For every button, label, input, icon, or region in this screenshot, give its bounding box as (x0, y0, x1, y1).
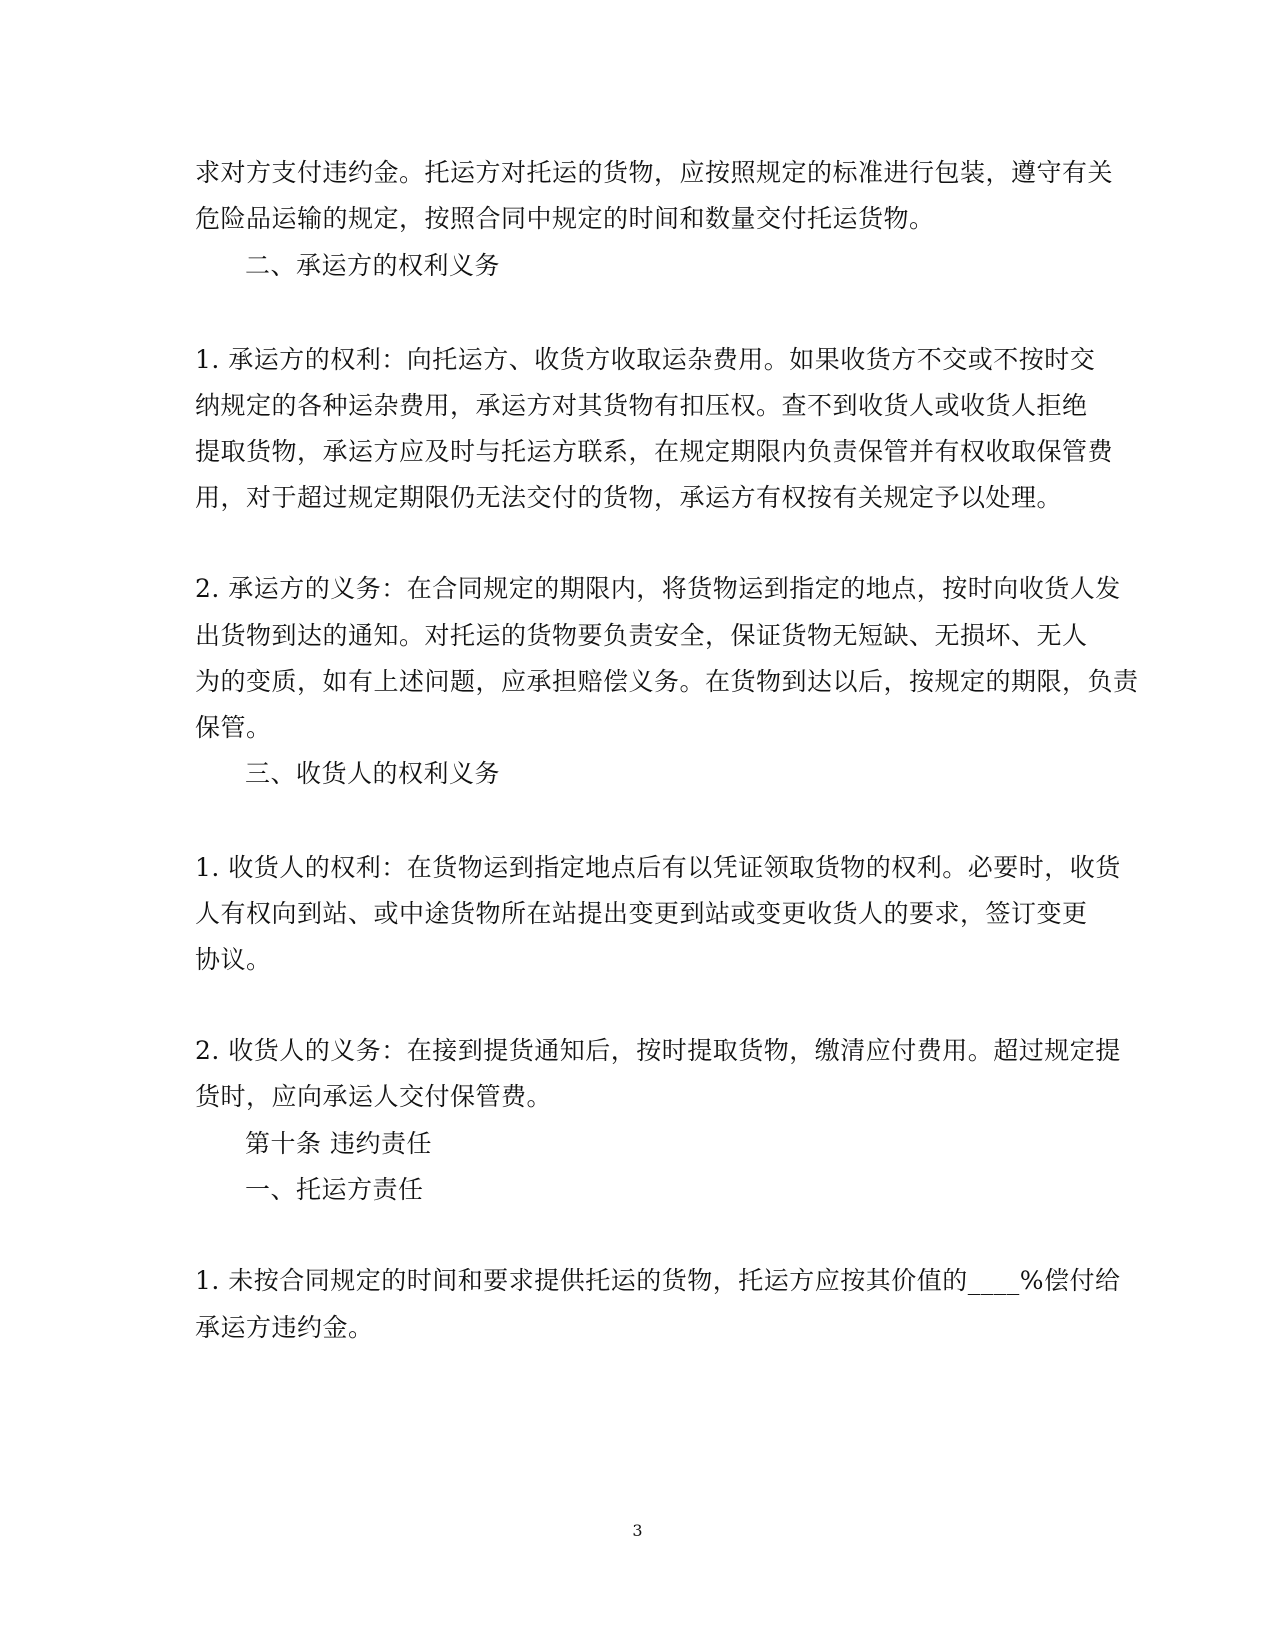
body-text-line: 2. 承运方的义务：在合同规定的期限内，将货物运到指定的地点，按时向收货人发 (195, 574, 1121, 603)
article-heading: 第十条 违约责任 (245, 1129, 432, 1158)
body-text-line: 求对方支付违约金。托运方对托运的货物，应按照规定的标准进行包装，遵守有关 (195, 158, 1114, 187)
section-heading: 一、托运方责任 (245, 1175, 424, 1204)
section-heading: 三、收货人的权利义务 (245, 759, 501, 788)
body-text-line: 协议。 (195, 945, 272, 974)
page-number: 3 (632, 1521, 643, 1540)
body-text-line: 保管。 (195, 713, 272, 742)
body-text-line: 用，对于超过规定期限仍无法交付的货物，承运方有权按有关规定予以处理。 (195, 483, 1063, 512)
body-text-line: 1. 承运方的权利：向托运方、收货方收取运杂费用。如果收货方不交或不按时交 (195, 345, 1096, 374)
body-text-line: 货时，应向承运人交付保管费。 (195, 1082, 553, 1111)
body-text-line: 纳规定的各种运杂费用，承运方对其货物有扣压权。查不到收货人或收货人拒绝 (195, 391, 1088, 420)
body-text-line: 出货物到达的通知。对托运的货物要负责安全，保证货物无短缺、无损坏、无人 (195, 621, 1088, 650)
body-text-line: 1. 收货人的权利：在货物运到指定地点后有以凭证领取货物的权利。必要时，收货 (195, 853, 1121, 882)
body-text-line: 2. 收货人的义务：在接到提货通知后，按时提取货物，缴清应付费用。超过规定提 (195, 1036, 1121, 1065)
body-text-line: 1. 未按合同规定的时间和要求提供托运的货物，托运方应按其价值的____%偿付给 (195, 1266, 1121, 1295)
body-text-line: 危险品运输的规定，按照合同中规定的时间和数量交付托运货物。 (195, 204, 935, 233)
body-text-line: 提取货物，承运方应及时与托运方联系，在规定期限内负责保管并有权收取保管费 (195, 437, 1114, 466)
body-text-line: 承运方违约金。 (195, 1313, 374, 1342)
section-heading: 二、承运方的权利义务 (245, 251, 501, 280)
body-text-line: 为的变质，如有上述问题，应承担赔偿义务。在货物到达以后，按规定的期限，负责 (195, 667, 1139, 696)
body-text-line: 人有权向到站、或中途货物所在站提出变更到站或变更收货人的要求，签订变更 (195, 899, 1088, 928)
